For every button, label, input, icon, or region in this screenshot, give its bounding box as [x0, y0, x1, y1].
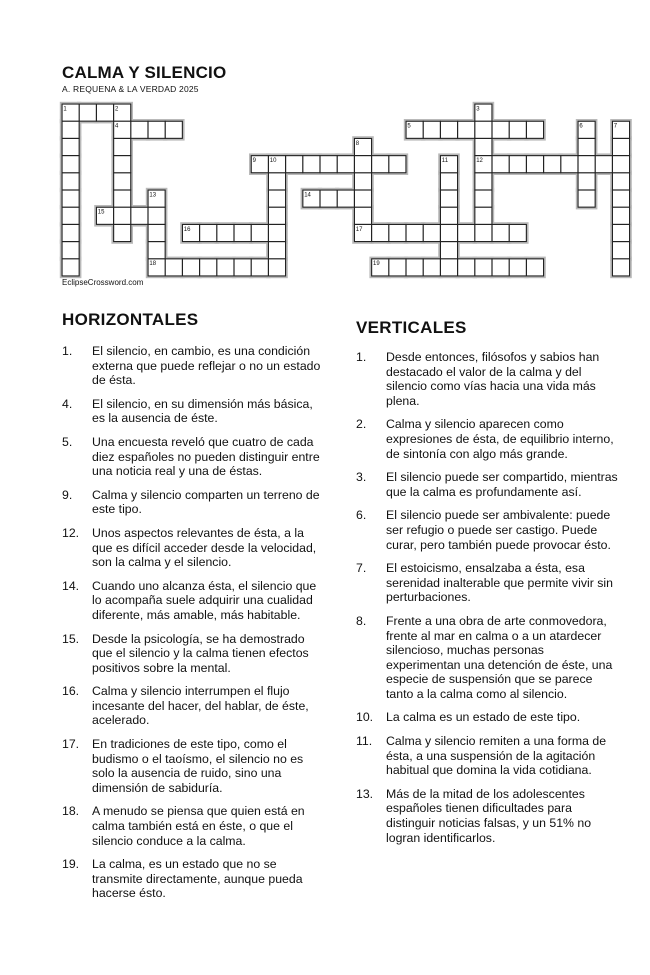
grid-cell[interactable]	[372, 156, 388, 172]
grid-number: 12	[476, 158, 483, 164]
grid-cell[interactable]	[613, 156, 629, 172]
grid-cell[interactable]	[475, 259, 491, 275]
grid-cell[interactable]	[321, 191, 337, 207]
grid-cell[interactable]	[63, 156, 79, 172]
clue-number: 8.	[356, 613, 367, 628]
grid-cell[interactable]	[579, 156, 595, 172]
clue-text: La calma es un estado de este tipo.	[386, 710, 581, 725]
grid-cell[interactable]	[458, 122, 474, 138]
grid-cell[interactable]	[97, 105, 113, 121]
grid-number: 16	[183, 226, 191, 233]
puzzle-author: A. REQUENA & LA VERDAD 2025	[62, 84, 199, 94]
grid-cell[interactable]	[269, 173, 285, 189]
grid-cell[interactable]	[493, 122, 509, 138]
puzzle-title: CALMA Y SILENCIO	[62, 63, 227, 82]
grid-cell[interactable]	[355, 156, 371, 172]
grid-number: 19	[373, 261, 380, 268]
grid-cell[interactable]	[303, 156, 319, 172]
clue-number: 5.	[62, 434, 73, 449]
grid-cell[interactable]	[149, 208, 165, 224]
grid-cell[interactable]	[217, 259, 233, 275]
down-clue	[356, 508, 618, 552]
grid-cell[interactable]	[131, 122, 147, 138]
grid-cell[interactable]	[475, 225, 491, 241]
grid-cell[interactable]	[475, 208, 491, 224]
grid-cell[interactable]	[63, 191, 79, 207]
down-clue-list	[356, 350, 618, 854]
clue-number: 1.	[62, 344, 73, 358]
clue-number: 14.	[62, 578, 80, 593]
clue-number: 19.	[62, 857, 80, 872]
clue-number: 7.	[356, 561, 367, 576]
grid-cell[interactable]	[80, 105, 96, 121]
grid-number: 2	[115, 106, 119, 113]
crossword-grid	[0, 0, 650, 300]
grid-cell[interactable]	[114, 191, 130, 207]
grid-cell[interactable]	[235, 225, 251, 241]
clue-text: La calma, es un estado que no se transmite directamente, aunque pueda hacerse ésto.	[92, 857, 303, 901]
grid-cell[interactable]	[200, 259, 216, 275]
down-clue	[356, 787, 618, 845]
grid-cell[interactable]	[613, 139, 629, 155]
grid-cell[interactable]	[389, 259, 405, 275]
grid-cell[interactable]	[441, 242, 457, 258]
grid-cell[interactable]	[579, 139, 595, 155]
clue-number: 9.	[62, 487, 73, 502]
grid-cell[interactable]	[475, 139, 491, 155]
grid-cell[interactable]	[475, 122, 491, 138]
grid-cell[interactable]	[338, 156, 354, 172]
grid-cell[interactable]	[389, 225, 405, 241]
clue-text: El estoicismo, ensalzaba a ésta, esa serenidad inalterable que permite vivir sin perturbaciones.	[386, 561, 613, 605]
grid-cell[interactable]	[200, 225, 216, 241]
grid-cell[interactable]	[166, 122, 182, 138]
grid-cell[interactable]	[252, 259, 268, 275]
across-heading: HORIZONTALES	[62, 310, 199, 329]
grid-cell[interactable]	[149, 122, 165, 138]
clue-text: Calma y silencio interrumpen el flujo incesante del hacer, del hablar, de éste, acelerado.	[92, 684, 309, 728]
grid-cell[interactable]	[355, 191, 371, 207]
clue-text: Calma y silencio remiten a una forma de ésta, a una suspensión de la agitación habitual que domina la vida cotidiana.	[386, 734, 607, 778]
grid-cell[interactable]	[63, 173, 79, 189]
down-clue	[356, 710, 618, 725]
grid-cell[interactable]	[407, 259, 423, 275]
grid-cell[interactable]	[114, 139, 130, 155]
clue-number: 12.	[62, 525, 80, 540]
grid-cell[interactable]	[321, 156, 337, 172]
grid-cell[interactable]	[579, 173, 595, 189]
clue-text: Calma y silencio comparten un terreno de este tipo.	[92, 487, 320, 517]
across-clue	[62, 488, 324, 517]
grid-cell[interactable]	[114, 156, 130, 172]
across-clue	[62, 344, 324, 388]
grid-cell[interactable]	[561, 156, 577, 172]
grid-cell[interactable]	[475, 191, 491, 207]
grid-cell[interactable]	[355, 173, 371, 189]
across-clue	[62, 804, 324, 848]
across-clue	[62, 857, 324, 901]
clue-number: 1.	[356, 350, 367, 364]
grid-cell[interactable]	[613, 225, 629, 241]
grid-cell[interactable]	[269, 191, 285, 207]
across-clue	[62, 526, 324, 570]
grid-cell[interactable]	[149, 242, 165, 258]
grid-number: 9	[252, 158, 256, 164]
clue-number: 17.	[62, 737, 80, 752]
down-clue	[356, 417, 618, 461]
clue-text: Desde entonces, filósofos y sabios han destacado el valor de la calma y del silencio como vías hacia una vida más plena.	[386, 350, 600, 408]
grid-cell[interactable]	[527, 259, 543, 275]
down-clue	[356, 561, 618, 605]
across-clue	[62, 397, 324, 426]
grid-cell[interactable]	[269, 225, 285, 241]
grid-cell[interactable]	[613, 242, 629, 258]
grid-cell[interactable]	[389, 156, 405, 172]
grid-cell[interactable]	[544, 156, 560, 172]
down-clue	[356, 734, 618, 778]
grid-cell[interactable]	[510, 122, 526, 138]
across-clue	[62, 579, 324, 623]
grid-cell[interactable]	[114, 225, 130, 241]
across-clue-list	[62, 344, 324, 910]
grid-cell[interactable]	[424, 122, 440, 138]
clue-text: Cuando uno alcanza ésta, el silencio que lo acompaña suele adquirir una cualidad diferente, más amable, más habitable.	[92, 578, 317, 622]
clue-number: 2.	[356, 417, 367, 432]
grid-cell[interactable]	[613, 259, 629, 275]
grid-number: 18	[149, 261, 157, 268]
grid-cell[interactable]	[114, 208, 130, 224]
clue-text: Calma y silencio aparecen como expresiones de ésta, de equilibrio interno, de sintonía con algo más grande.	[386, 417, 614, 461]
grid-cell[interactable]	[458, 225, 474, 241]
grid-cell[interactable]	[63, 242, 79, 258]
grid-cell[interactable]	[475, 173, 491, 189]
grid-cell[interactable]	[579, 191, 595, 207]
grid-cell[interactable]	[252, 225, 268, 241]
grid-cell[interactable]	[372, 225, 388, 241]
grid-number: 3	[476, 106, 480, 113]
grid-cell[interactable]	[269, 208, 285, 224]
grid-cell[interactable]	[613, 208, 629, 224]
clue-text: Frente a una obra de arte conmovedora, frente al mar en calma o a un atardecer silencioso, muchas personas experimentan una detención de éste, una especie de suspensión que se parece tanto a la calma como al silencio.	[386, 613, 613, 701]
clue-number: 6.	[356, 508, 367, 523]
clue-text: El silencio puede ser compartido, mientras que la calma es profundamente así.	[386, 470, 618, 499]
grid-cell[interactable]	[424, 259, 440, 275]
credit-text: EclipseCrossword.com	[62, 278, 144, 287]
grid-number: 17	[355, 226, 363, 233]
grid-cell[interactable]	[458, 259, 474, 275]
grid-cell[interactable]	[527, 156, 543, 172]
grid-number: 1	[63, 106, 67, 113]
grid-cell[interactable]	[493, 225, 509, 241]
grid-cell[interactable]	[63, 139, 79, 155]
grid-cell[interactable]	[441, 191, 457, 207]
grid-cell[interactable]	[63, 225, 79, 241]
down-clue	[356, 350, 618, 408]
grid-cell[interactable]	[613, 191, 629, 207]
grid-cell[interactable]	[493, 259, 509, 275]
grid-cell[interactable]	[63, 208, 79, 224]
grid-cell[interactable]	[613, 173, 629, 189]
across-clue	[62, 737, 324, 795]
grid-cell[interactable]	[217, 225, 233, 241]
grid-cell[interactable]	[63, 259, 79, 275]
down-clue	[356, 470, 618, 499]
grid-cell[interactable]	[114, 173, 130, 189]
grid-cell[interactable]	[338, 191, 354, 207]
grid-number: 14	[304, 192, 311, 199]
grid-cell[interactable]	[166, 259, 182, 275]
clue-number: 3.	[356, 470, 367, 485]
clue-number: 13.	[356, 786, 374, 801]
clue-number: 18.	[62, 804, 80, 819]
grid-cell[interactable]	[510, 259, 526, 275]
grid-number: 13	[149, 192, 157, 199]
grid-cell[interactable]	[355, 208, 371, 224]
grid-cell[interactable]	[441, 122, 457, 138]
clue-text: El silencio, en cambio, es una condición externa que puede reflejar o no un estado de ésta.	[92, 344, 321, 388]
grid-number: 4	[115, 123, 119, 130]
clue-text: En tradiciones de este tipo, como el budismo o el taoísmo, el silencio no es solo la ausencia de ruido, sino una dimensión de sabiduría.	[92, 737, 304, 795]
grid-cell[interactable]	[269, 259, 285, 275]
clue-number: 16.	[62, 684, 80, 699]
grid-number: 6	[579, 123, 583, 130]
grid-cell[interactable]	[424, 225, 440, 241]
grid-number: 7	[613, 123, 618, 130]
clue-number: 11.	[356, 734, 373, 749]
grid-cell[interactable]	[235, 259, 251, 275]
grid-cell[interactable]	[286, 156, 302, 172]
grid-number: 10	[269, 158, 277, 164]
clue-number: 15.	[62, 631, 80, 646]
clue-text: A menudo se piensa que quien está en calma también está en éste, o que el silencio conduce a la calma.	[92, 804, 305, 848]
down-heading: VERTICALES	[356, 318, 467, 337]
clue-text: Una encuesta reveló que cuatro de cada diez españoles no pueden distinguir entre una noticia real y una de éstas.	[92, 434, 320, 479]
grid-number: 8	[355, 140, 360, 147]
grid-cell[interactable]	[149, 225, 165, 241]
across-clue	[62, 435, 324, 479]
grid-number: 11	[441, 158, 449, 164]
grid-number: 5	[407, 123, 411, 130]
across-clue	[62, 684, 324, 728]
grid-cell[interactable]	[131, 208, 147, 224]
clue-number: 10.	[356, 710, 374, 725]
clue-number: 4.	[62, 396, 73, 411]
grid-cell[interactable]	[441, 259, 457, 275]
grid-cell[interactable]	[527, 122, 543, 138]
grid-cell[interactable]	[269, 242, 285, 258]
down-clue	[356, 614, 618, 702]
grid-cell[interactable]	[407, 225, 423, 241]
clue-text: Desde la psicología, se ha demostrado que el silencio y la calma tienen efectos positivos sobre la mental.	[92, 631, 309, 675]
clue-text: Más de la mitad de los adolescentes españoles tienen dificultades para distinguir noticias falsas, y un 51% no logran identificarlos.	[386, 786, 592, 845]
grid-number: 15	[97, 209, 105, 216]
grid-cell[interactable]	[441, 208, 457, 224]
across-clue	[62, 632, 324, 676]
grid-cell[interactable]	[441, 225, 457, 241]
clue-text: El silencio, en su dimensión más básica, es la ausencia de éste.	[92, 396, 313, 426]
grid-cell[interactable]	[441, 173, 457, 189]
grid-cell[interactable]	[510, 156, 526, 172]
grid-cell[interactable]	[183, 259, 199, 275]
grid-cell[interactable]	[63, 122, 79, 138]
grid-cell[interactable]	[510, 225, 526, 241]
grid-cell[interactable]	[493, 156, 509, 172]
grid-cell[interactable]	[596, 156, 612, 172]
clue-text: El silencio puede ser ambivalente: puede ser refugio o puede ser castigo. Puede curar, pero también puede provocar ésto.	[386, 508, 611, 552]
clue-text: Unos aspectos relevantes de ésta, a la que es difícil acceder desde la velocidad, son la calma y el silencio.	[92, 525, 317, 570]
